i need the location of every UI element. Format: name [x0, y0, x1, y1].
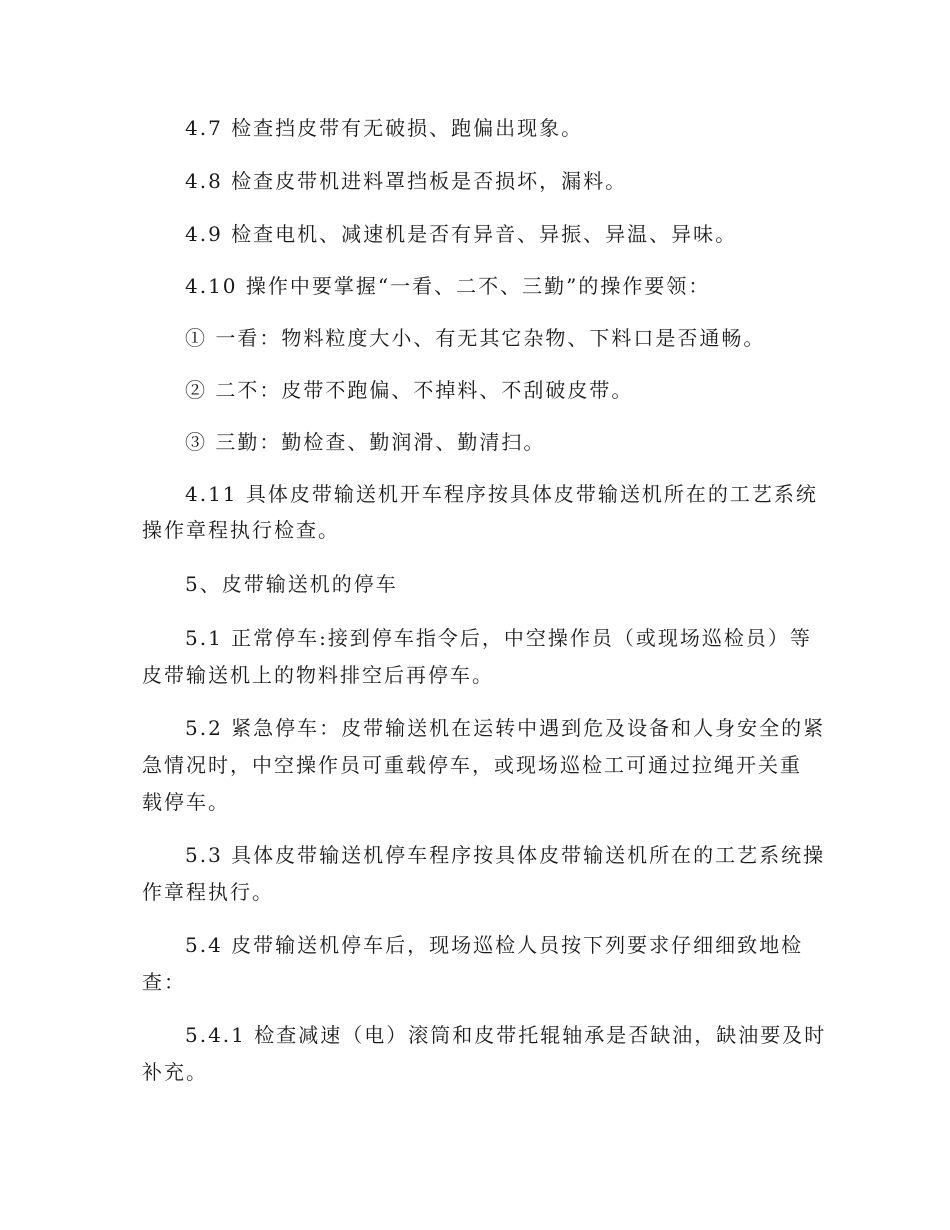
section-heading-5: 5、皮带输送机的停车	[185, 572, 398, 596]
list-item-yikan: ① 一看：物料粒度大小、有无其它杂物、下料口是否通畅。	[185, 326, 766, 350]
paragraph-4-11-line-1: 4.11 具体皮带输送机开车程序按具体皮带输送机所在的工艺系统	[185, 482, 818, 506]
paragraph-5-4-1-line-1: 5.4.1 检查减速（电）滚筒和皮带托辊轴承是否缺油，缺油要及时	[185, 1023, 827, 1047]
paragraph-5-4-1-line-2: 补充。	[142, 1060, 208, 1084]
paragraph-5-2-line-2: 急情况时，中空操作员可重载停车，或现场巡检工可通过拉绳开关重	[142, 753, 802, 777]
paragraph-4-9: 4.9 检查电机、减速机是否有异音、异振、异温、异味。	[185, 222, 738, 246]
paragraph-5-1-line-1: 5.1 正常停车:接到停车指令后，中空操作员（或现场巡检员）等	[185, 626, 812, 650]
paragraph-5-4-line-2: 查：	[142, 970, 186, 994]
paragraph-5-3-line-2: 作章程执行。	[142, 880, 274, 904]
paragraph-5-2-line-1: 5.2 紧急停车：皮带输送机在运转中遇到危及设备和人身安全的紧	[185, 716, 826, 740]
paragraph-4-7: 4.7 检查挡皮带有无破损、跑偏出现象。	[185, 116, 584, 140]
list-item-sanqin: ③ 三勤：勤检查、勤润滑、勤清扫。	[185, 430, 546, 454]
paragraph-4-8: 4.8 检查皮带机进料罩挡板是否损坏，漏料。	[185, 169, 628, 193]
paragraph-5-1-line-2: 皮带输送机上的物料排空后再停车。	[142, 663, 494, 687]
paragraph-5-3-line-1: 5.3 具体皮带输送机停车程序按具体皮带输送机所在的工艺系统操	[185, 843, 826, 867]
paragraph-4-10: 4.10 操作中要掌握“一看、二不、三勤”的操作要领：	[185, 274, 711, 298]
paragraph-5-4-line-1: 5.4 皮带输送机停车后，现场巡检人员按下列要求仔细细致地检	[185, 933, 804, 957]
list-item-erbu: ② 二不：皮带不跑偏、不掉料、不刮破皮带。	[185, 378, 634, 402]
paragraph-5-2-line-3: 载停车。	[142, 790, 230, 814]
paragraph-4-11-line-2: 操作章程执行检查。	[142, 518, 340, 542]
